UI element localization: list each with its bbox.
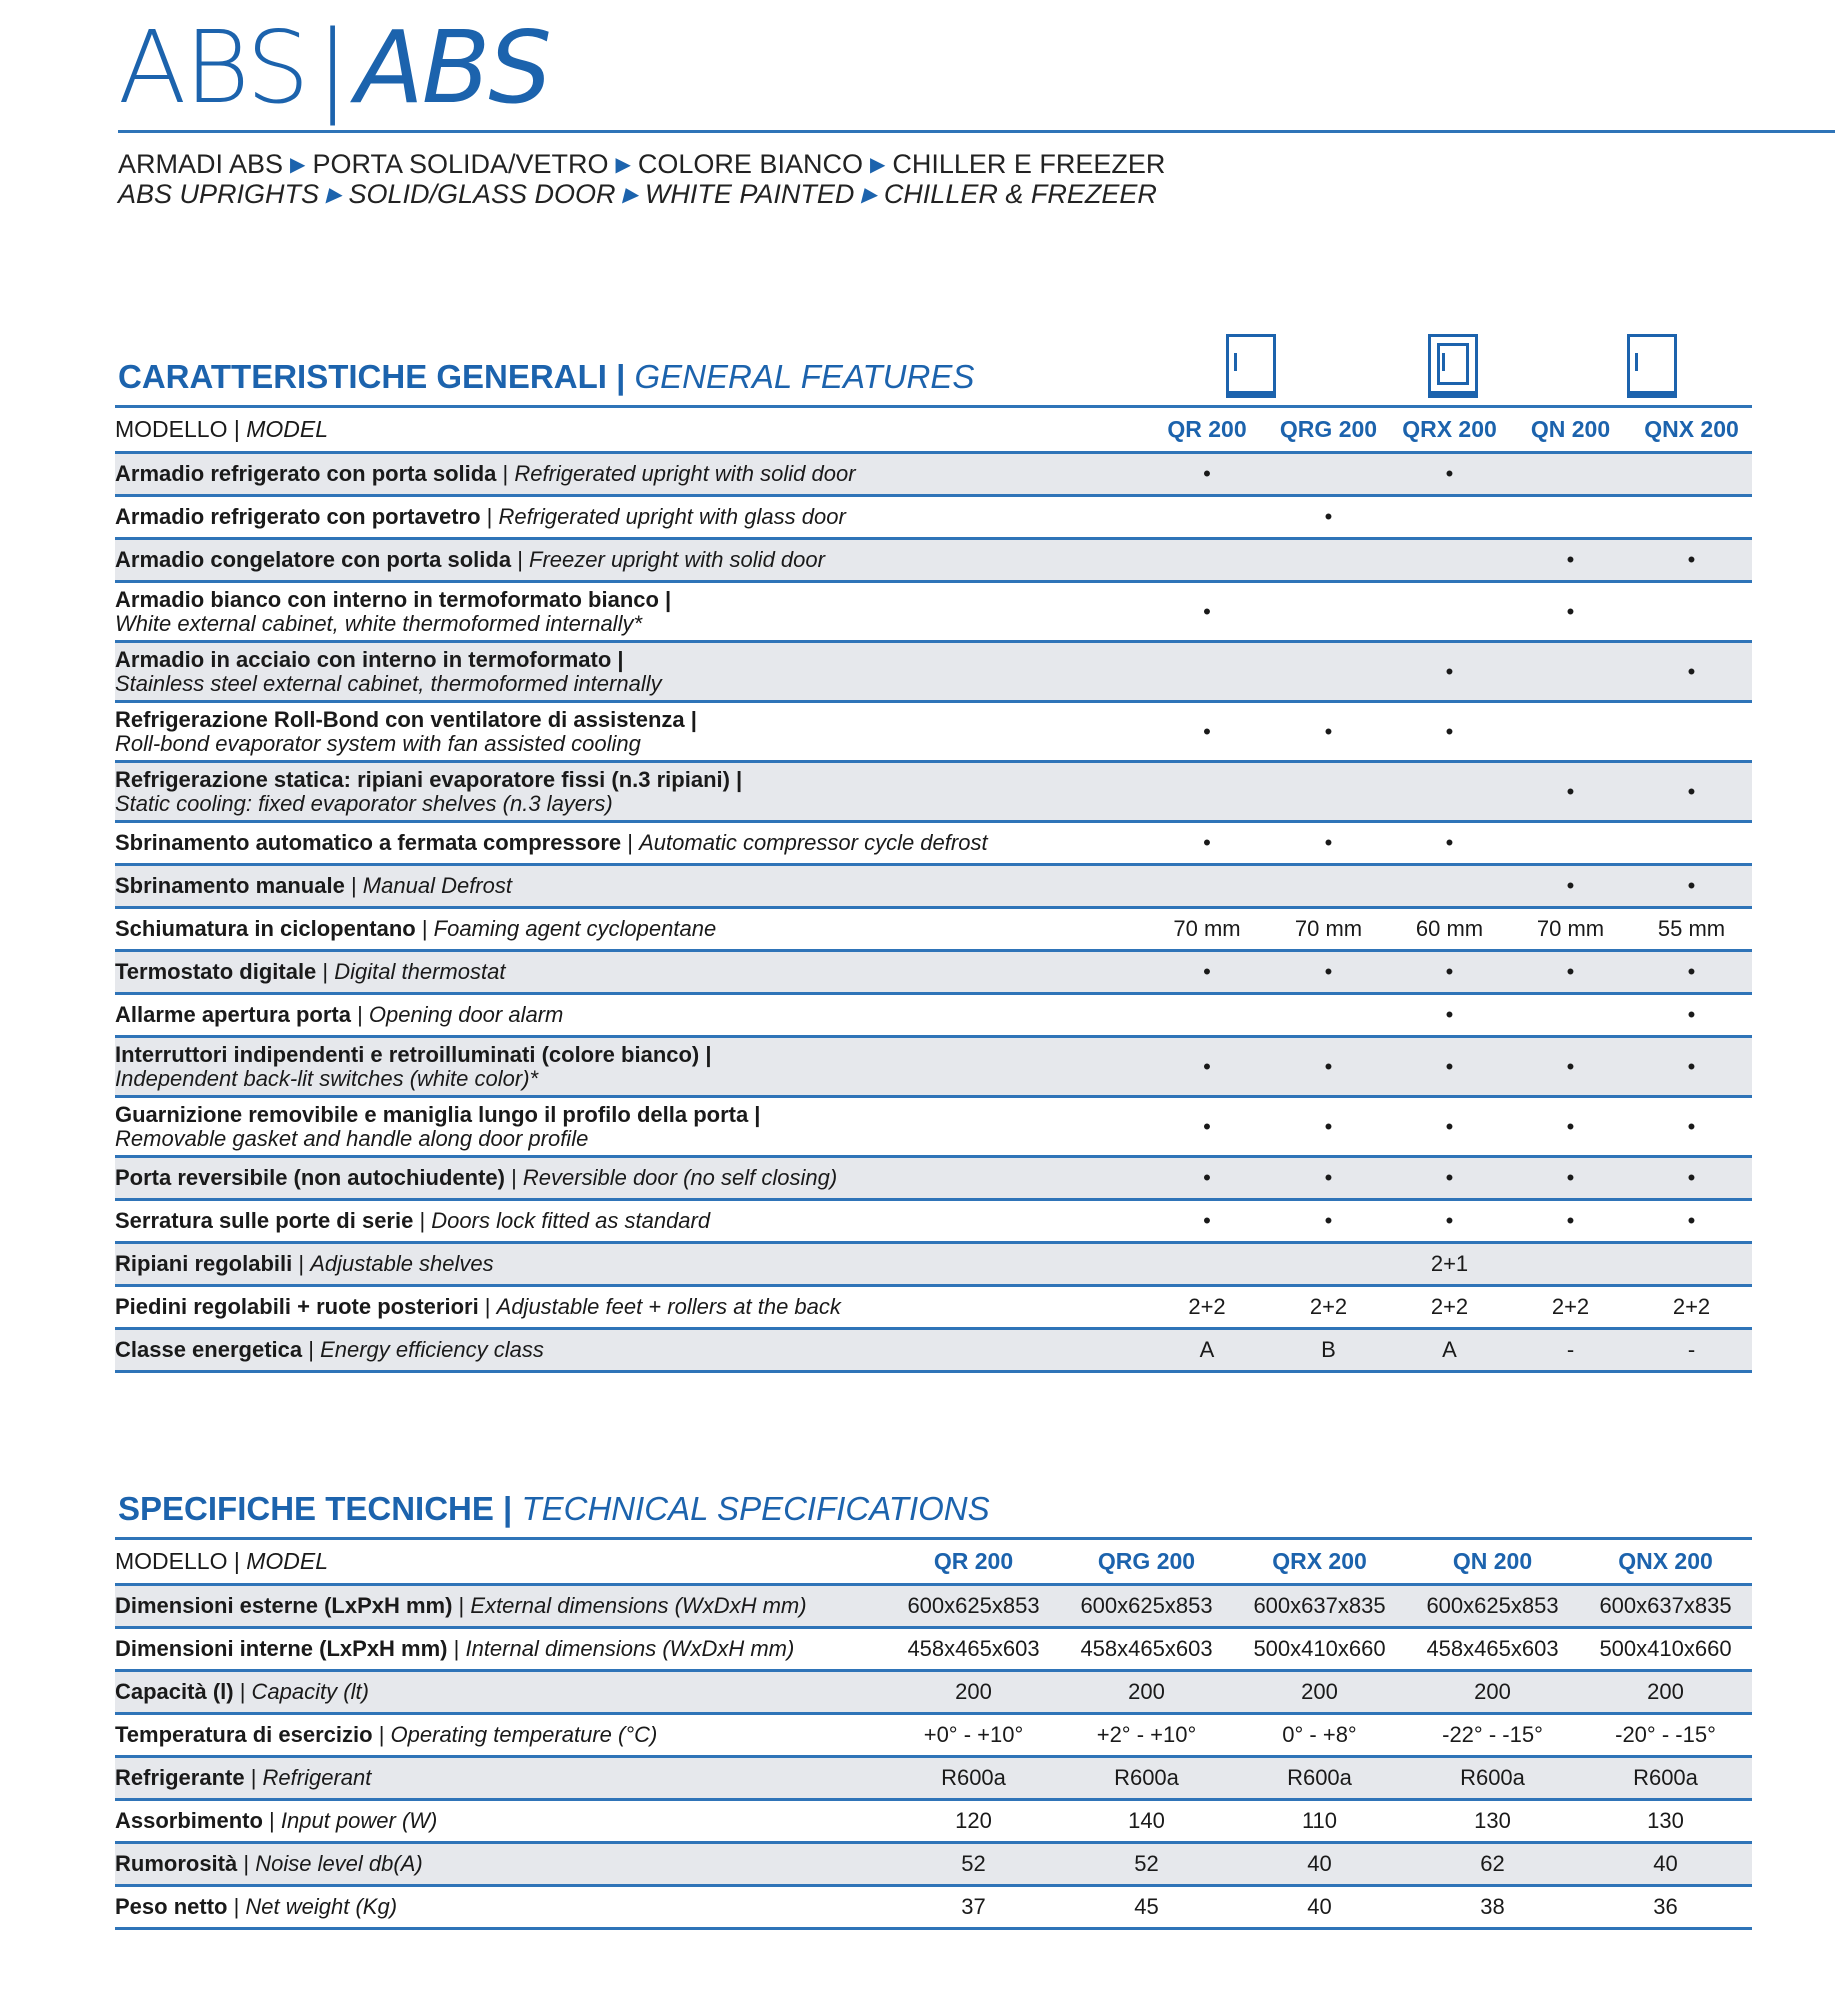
general-row [115, 453, 1752, 496]
feature-value: R600a [1406, 1757, 1579, 1800]
model-name: QRX 200 [1233, 1539, 1406, 1585]
feature-value [1510, 1243, 1631, 1286]
feature-value: • [1146, 1157, 1268, 1200]
feature-value: 600x637x835 [1233, 1585, 1406, 1628]
feature-label-en: Opening door alarm [368, 1002, 564, 1027]
feature-value: 140 [1060, 1800, 1233, 1843]
general-row [115, 865, 1752, 908]
general-row [115, 762, 1752, 822]
feature-value [1268, 762, 1389, 822]
feature-value [1389, 496, 1510, 539]
feature-value: • [1631, 951, 1752, 994]
feature-value [1631, 496, 1752, 539]
feature-label-it: Armadio refrigerato con portavetro [115, 504, 481, 529]
feature-label: Capacità (l) | Capacity (lt) [115, 1671, 887, 1714]
feature-value: 60 mm [1389, 908, 1510, 951]
feature-label: Classe energetica | Energy efficiency class [115, 1329, 1146, 1372]
feature-value [1631, 453, 1752, 496]
feature-value [1631, 582, 1752, 642]
feature-value [1510, 994, 1631, 1037]
model-name: QN 200 [1406, 1539, 1579, 1585]
feature-value: • [1389, 951, 1510, 994]
feature-value: 120 [887, 1800, 1060, 1843]
technical-row [115, 1886, 1752, 1929]
feature-value: • [1510, 865, 1631, 908]
general-row [115, 822, 1752, 865]
feature-value: -20° - -15° [1579, 1714, 1752, 1757]
feature-value: • [1389, 702, 1510, 762]
feature-value: R600a [1060, 1757, 1233, 1800]
feature-label-en: Refrigerated upright with glass door [498, 504, 846, 529]
feature-label: Peso netto | Net weight (Kg) [115, 1886, 887, 1929]
feature-label-en: Stainless steel external cabinet, thermoformed internally [115, 671, 662, 696]
feature-label: Sbrinamento automatico a fermata compressore | Automatic compressor cycle defrost [115, 822, 1146, 865]
model-name: QN 200 [1510, 407, 1631, 453]
feature-value: • [1389, 1157, 1510, 1200]
feature-label-it: Refrigerante [115, 1765, 245, 1790]
feature-value: • [1389, 453, 1510, 496]
feature-value [1389, 865, 1510, 908]
feature-label: Refrigerante | Refrigerant [115, 1757, 887, 1800]
feature-label-it: Armadio in acciaio con interno in termoformato | [115, 647, 624, 672]
feature-value: 458x465x603 [1060, 1628, 1233, 1671]
title-separator: | [315, 9, 348, 126]
feature-label-it: Ripiani regolabili [115, 1251, 293, 1276]
feature-label: Termostato digitale | Digital thermostat [115, 951, 1146, 994]
feature-value: • [1510, 762, 1631, 822]
feature-label [115, 642, 1146, 702]
feature-value: 52 [1060, 1843, 1233, 1886]
feature-value: 2+2 [1510, 1286, 1631, 1329]
feature-value [1389, 762, 1510, 822]
feature-value: 38 [1406, 1886, 1579, 1929]
feature-value: • [1146, 702, 1268, 762]
arrow-right-icon: ▶ [869, 154, 886, 176]
english-crumb: SOLID/GLASS DOOR [348, 179, 616, 209]
feature-value: 200 [1579, 1671, 1752, 1714]
solid-door-icon [1627, 334, 1677, 398]
feature-value: • [1268, 1157, 1389, 1200]
general-row [115, 702, 1752, 762]
feature-label-en: Roll-bond evaporator system with fan assisted cooling [115, 731, 641, 756]
feature-value: 500x410x660 [1579, 1628, 1752, 1671]
general-row [115, 1243, 1752, 1286]
feature-value: 130 [1579, 1800, 1752, 1843]
italian-crumb: COLORE BIANCO [637, 149, 863, 179]
page-title [118, 9, 550, 126]
feature-value [1631, 702, 1752, 762]
feature-value: • [1268, 1097, 1389, 1157]
feature-value: • [1268, 822, 1389, 865]
feature-label: Armadio congelatore con porta solida | Freezer upright with solid door [115, 539, 1146, 582]
feature-value [1268, 582, 1389, 642]
feature-value: 600x637x835 [1579, 1585, 1752, 1628]
feature-value: 130 [1406, 1800, 1579, 1843]
feature-value [1146, 994, 1268, 1037]
feature-value: 600x625x853 [1060, 1585, 1233, 1628]
feature-value [1268, 642, 1389, 702]
feature-value: • [1631, 539, 1752, 582]
technical-specs-table [115, 1537, 1752, 1930]
english-crumb: WHITE PAINTED [644, 179, 855, 209]
feature-label-it: Termostato digitale [115, 959, 317, 984]
feature-value: 45 [1060, 1886, 1233, 1929]
technical-row [115, 1628, 1752, 1671]
feature-value: • [1389, 822, 1510, 865]
feature-value: • [1631, 642, 1752, 702]
feature-value: 110 [1233, 1800, 1406, 1843]
feature-value: • [1631, 1200, 1752, 1243]
feature-value: • [1146, 822, 1268, 865]
general-row [115, 1286, 1752, 1329]
feature-label: Rumorosità | Noise level db(A) [115, 1843, 887, 1886]
feature-value [1510, 822, 1631, 865]
general-features-title: CARATTERISTICHE GENERALI | GENERAL FEATURES [118, 358, 975, 395]
feature-value: 600x625x853 [887, 1585, 1060, 1628]
technical-header-row [115, 1539, 1752, 1585]
model-name: QRX 200 [1389, 407, 1510, 453]
model-label-en: MODEL [246, 416, 329, 442]
feature-label-en: Foaming agent cyclopentane [433, 916, 717, 941]
feature-value [1389, 539, 1510, 582]
feature-value: B [1268, 1329, 1389, 1372]
breadcrumb-english [118, 180, 1165, 210]
general-header-row [115, 407, 1752, 453]
feature-value: A [1146, 1329, 1268, 1372]
feature-value: • [1268, 496, 1389, 539]
general-row [115, 539, 1752, 582]
model-name: QR 200 [887, 1539, 1060, 1585]
feature-value: • [1268, 1037, 1389, 1097]
feature-value [1146, 539, 1268, 582]
model-name: QRG 200 [1060, 1539, 1233, 1585]
model-name: QRG 200 [1268, 407, 1389, 453]
feature-value [1510, 496, 1631, 539]
general-row [115, 908, 1752, 951]
feature-value: +0° - +10° [887, 1714, 1060, 1757]
technical-specs-title: SPECIFICHE TECNICHE | TECHNICAL SPECIFICATIONS [118, 1490, 990, 1527]
model-label: MODELLO | MODEL [115, 1539, 887, 1585]
feature-label-it: Peso netto [115, 1894, 228, 1919]
feature-label-it: Piedini regolabili + ruote posteriori [115, 1294, 479, 1319]
feature-label-en: Refrigerated upright with solid door [514, 461, 856, 486]
feature-value: 0° - +8° [1233, 1714, 1406, 1757]
feature-value: • [1510, 1097, 1631, 1157]
feature-value: • [1631, 762, 1752, 822]
feature-value: • [1389, 1097, 1510, 1157]
feature-value [1268, 865, 1389, 908]
feature-value: 500x410x660 [1233, 1628, 1406, 1671]
glass-door-icon [1428, 334, 1478, 398]
feature-label-en: Refrigerant [262, 1765, 372, 1790]
model-label-it: MODELLO [115, 1548, 228, 1574]
feature-label-en: Manual Defrost [362, 873, 512, 898]
model-label-en: MODEL [246, 1548, 329, 1574]
feature-label: Porta reversibile (non autochiudente) | Reversible door (no self closing) [115, 1157, 1146, 1200]
title-en: ABS [355, 9, 550, 126]
feature-label-en: Independent back-lit switches (white color)* [115, 1066, 539, 1091]
feature-value: 2+2 [1631, 1286, 1752, 1329]
feature-label [115, 762, 1146, 822]
feature-label-en: Digital thermostat [334, 959, 506, 984]
feature-label: Serratura sulle porte di serie | Doors lock fitted as standard [115, 1200, 1146, 1243]
feature-value [1510, 702, 1631, 762]
feature-label: Ripiani regolabili | Adjustable shelves [115, 1243, 1146, 1286]
feature-value [1268, 539, 1389, 582]
feature-value: 40 [1233, 1843, 1406, 1886]
feature-label-en: Net weight (Kg) [245, 1894, 398, 1919]
feature-value [1268, 994, 1389, 1037]
model-label-it: MODELLO [115, 416, 228, 442]
feature-value: +2° - +10° [1060, 1714, 1233, 1757]
feature-value: R600a [1233, 1757, 1406, 1800]
general-row [115, 1329, 1752, 1372]
feature-label: Armadio refrigerato con porta solida | Refrigerated upright with solid door [115, 453, 1146, 496]
feature-label-en: Operating temperature (°C) [390, 1722, 658, 1747]
feature-label-it: Dimensioni interne (LxPxH mm) [115, 1636, 448, 1661]
feature-label-en: Input power (W) [280, 1808, 438, 1833]
feature-label: Piedini regolabili + ruote posteriori | Adjustable feet + rollers at the back [115, 1286, 1146, 1329]
feature-value: - [1631, 1329, 1752, 1372]
feature-value: 458x465x603 [887, 1628, 1060, 1671]
feature-label-en: Reversible door (no self closing) [522, 1165, 838, 1190]
feature-label-it: Schiumatura in ciclopentano [115, 916, 416, 941]
feature-value [1146, 762, 1268, 822]
arrow-right-icon: ▶ [290, 154, 306, 176]
feature-label-en: Static cooling: fixed evaporator shelves (n.3 layers) [115, 791, 613, 816]
feature-label-en: Energy efficiency class [320, 1337, 544, 1362]
feature-label-en: Automatic compressor cycle defrost [639, 830, 988, 855]
feature-value: • [1510, 951, 1631, 994]
feature-value: 458x465x603 [1406, 1628, 1579, 1671]
model-name: QNX 200 [1579, 1539, 1752, 1585]
technical-row [115, 1585, 1752, 1628]
feature-value: • [1389, 642, 1510, 702]
feature-label-it: Refrigerazione statica: ripiani evaporatore fissi (n.3 ripiani) | [115, 767, 743, 792]
feature-value: 70 mm [1268, 908, 1389, 951]
feature-value [1510, 642, 1631, 702]
feature-value: 37 [887, 1886, 1060, 1929]
feature-label: Dimensioni esterne (LxPxH mm) | External dimensions (WxDxH mm) [115, 1585, 887, 1628]
general-row [115, 951, 1752, 994]
feature-label: Allarme apertura porta | Opening door alarm [115, 994, 1146, 1037]
title-it: ABS [118, 9, 308, 126]
italian-crumb: ARMADI ABS [118, 149, 284, 179]
feature-value: 55 mm [1631, 908, 1752, 951]
feature-value: 2+2 [1146, 1286, 1268, 1329]
feature-label [115, 1097, 1146, 1157]
feature-value: • [1146, 453, 1268, 496]
feature-label-it: Interruttori indipendenti e retroilluminati (colore bianco) | [115, 1042, 712, 1067]
feature-value [1389, 582, 1510, 642]
feature-value: 70 mm [1146, 908, 1268, 951]
general-row [115, 1097, 1752, 1157]
general-features-table [115, 405, 1752, 1373]
feature-value: • [1146, 582, 1268, 642]
feature-label-it: Armadio congelatore con porta solida [115, 547, 512, 572]
feature-value: • [1510, 1200, 1631, 1243]
feature-value [1268, 1243, 1389, 1286]
feature-value: 2+2 [1389, 1286, 1510, 1329]
feature-value: • [1146, 1037, 1268, 1097]
feature-value: -22° - -15° [1406, 1714, 1579, 1757]
technical-row [115, 1714, 1752, 1757]
feature-label [115, 582, 1146, 642]
arrow-right-icon: ▶ [615, 154, 631, 176]
feature-value [1631, 822, 1752, 865]
feature-label-it: Allarme apertura porta [115, 1002, 351, 1027]
feature-value [1268, 453, 1389, 496]
feature-label-it: Guarnizione removibile e maniglia lungo il profilo della porta | [115, 1102, 761, 1127]
title-rule [118, 130, 1835, 133]
arrow-right-icon: ▶ [622, 184, 638, 206]
feature-value: • [1389, 1200, 1510, 1243]
feature-value: R600a [1579, 1757, 1752, 1800]
feature-label-it: Assorbimento [115, 1808, 263, 1833]
general-row [115, 642, 1752, 702]
feature-value [1510, 453, 1631, 496]
feature-value: 200 [1060, 1671, 1233, 1714]
feature-label-en: Freezer upright with solid door [529, 547, 825, 572]
feature-value: 36 [1579, 1886, 1752, 1929]
feature-label-en: Removable gasket and handle along door profile [115, 1126, 589, 1151]
feature-value: • [1146, 1097, 1268, 1157]
feature-label: Sbrinamento manuale | Manual Defrost [115, 865, 1146, 908]
general-row [115, 582, 1752, 642]
feature-value: 40 [1579, 1843, 1752, 1886]
feature-value: 200 [1406, 1671, 1579, 1714]
feature-label-it: Porta reversibile (non autochiudente) [115, 1165, 505, 1190]
english-crumb: CHILLER & FREZEER [883, 179, 1157, 209]
breadcrumb [118, 150, 1165, 210]
feature-label-it: Armadio refrigerato con porta solida [115, 461, 497, 486]
arrow-right-icon: ▶ [861, 184, 877, 206]
feature-value [1631, 1243, 1752, 1286]
feature-label: Temperatura di esercizio | Operating temperature (°C) [115, 1714, 887, 1757]
arrow-right-icon: ▶ [326, 184, 342, 206]
feature-value: 200 [1233, 1671, 1406, 1714]
feature-label-it: Serratura sulle porte di serie [115, 1208, 414, 1233]
feature-value: 2+2 [1268, 1286, 1389, 1329]
feature-value [1146, 1243, 1268, 1286]
feature-value: A [1389, 1329, 1510, 1372]
feature-value: 52 [887, 1843, 1060, 1886]
feature-label-it: Dimensioni esterne (LxPxH mm) [115, 1593, 453, 1618]
italian-crumb: PORTA SOLIDA/VETRO [312, 149, 609, 179]
general-row [115, 994, 1752, 1037]
feature-value: • [1510, 582, 1631, 642]
feature-value: • [1268, 702, 1389, 762]
feature-label-en: Internal dimensions (WxDxH mm) [465, 1636, 795, 1661]
feature-label-en: Doors lock fitted as standard [431, 1208, 711, 1233]
feature-label-en: External dimensions (WxDxH mm) [470, 1593, 807, 1618]
feature-label-en: Adjustable shelves [310, 1251, 494, 1276]
feature-label-en: Noise level db(A) [255, 1851, 423, 1876]
feature-value: - [1510, 1329, 1631, 1372]
english-crumb: ABS UPRIGHTS [118, 179, 320, 209]
feature-value: • [1389, 1037, 1510, 1097]
feature-value: 70 mm [1510, 908, 1631, 951]
technical-row [115, 1671, 1752, 1714]
feature-label-en: Capacity (lt) [251, 1679, 369, 1704]
feature-value: • [1146, 1200, 1268, 1243]
model-name: QR 200 [1146, 407, 1268, 453]
feature-label-it: Armadio bianco con interno in termoformato bianco | [115, 587, 672, 612]
feature-value [1146, 642, 1268, 702]
feature-label-en: White external cabinet, white thermoformed internally* [115, 611, 643, 636]
feature-label-it: Sbrinamento automatico a fermata compressore [115, 830, 622, 855]
feature-value: • [1510, 1157, 1631, 1200]
feature-value: • [1631, 865, 1752, 908]
feature-value: 200 [887, 1671, 1060, 1714]
feature-label-it: Capacità (l) [115, 1679, 234, 1704]
feature-value: • [1510, 1037, 1631, 1097]
technical-row [115, 1757, 1752, 1800]
general-row [115, 1157, 1752, 1200]
feature-label: Assorbimento | Input power (W) [115, 1800, 887, 1843]
feature-value [1146, 865, 1268, 908]
feature-label-it: Sbrinamento manuale [115, 873, 345, 898]
feature-value: 40 [1233, 1886, 1406, 1929]
model-label: MODELLO | MODEL [115, 407, 1146, 453]
feature-value: • [1146, 951, 1268, 994]
feature-value: R600a [887, 1757, 1060, 1800]
feature-value: 600x625x853 [1406, 1585, 1579, 1628]
feature-value: • [1268, 1200, 1389, 1243]
feature-label-it: Temperatura di esercizio [115, 1722, 373, 1747]
feature-value: • [1631, 1097, 1752, 1157]
solid-door-icon [1226, 334, 1276, 398]
general-row [115, 496, 1752, 539]
breadcrumb-italian [118, 150, 1165, 180]
feature-label: Schiumatura in ciclopentano | Foaming agent cyclopentane [115, 908, 1146, 951]
feature-label-it: Rumorosità [115, 1851, 238, 1876]
general-row [115, 1200, 1752, 1243]
feature-label-it: Classe energetica [115, 1337, 303, 1362]
technical-row [115, 1800, 1752, 1843]
feature-value: • [1631, 1037, 1752, 1097]
model-name: QNX 200 [1631, 407, 1752, 453]
feature-label-en: Adjustable feet + rollers at the back [496, 1294, 841, 1319]
feature-value: • [1268, 951, 1389, 994]
feature-label-it: Refrigerazione Roll-Bond con ventilatore di assistenza | [115, 707, 697, 732]
technical-row [115, 1843, 1752, 1886]
general-row [115, 1037, 1752, 1097]
feature-label [115, 1037, 1146, 1097]
feature-label [115, 702, 1146, 762]
feature-label: Armadio refrigerato con portavetro | Refrigerated upright with glass door [115, 496, 1146, 539]
feature-value: • [1631, 1157, 1752, 1200]
feature-label: Dimensioni interne (LxPxH mm) | Internal dimensions (WxDxH mm) [115, 1628, 887, 1671]
feature-value: • [1631, 994, 1752, 1037]
feature-value: 2+1 [1389, 1243, 1510, 1286]
italian-crumb: CHILLER E FREEZER [892, 149, 1166, 179]
feature-value [1146, 496, 1268, 539]
feature-value: • [1389, 994, 1510, 1037]
feature-value: • [1510, 539, 1631, 582]
feature-value: 62 [1406, 1843, 1579, 1886]
